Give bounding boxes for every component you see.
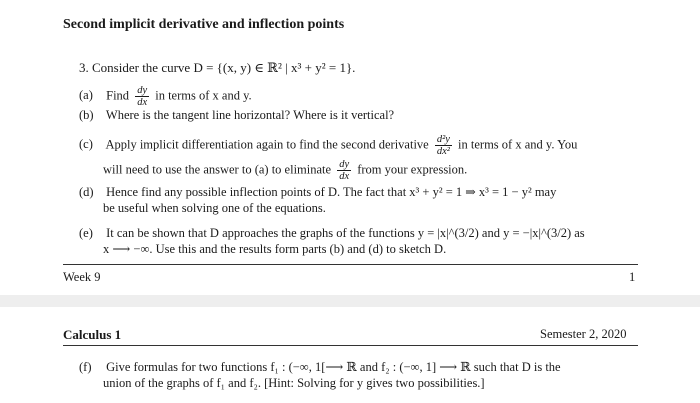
fraction-numerator: dy [137,85,148,96]
part-f-line1: Give formulas for two functions f₁ : (−∞, 1[⟶ ℝ and f₂ : (−∞, 1] ⟶ ℝ such that D is the [106,360,561,374]
footer-rule [63,264,638,265]
part-c [79,134,577,157]
page-gap [0,295,700,307]
part-f-line2: union of the graphs of f₁ and f₂. [Hint: Solving for y gives two possibilities.] [103,376,485,390]
part-c-pre: Apply implicit differentiation again to find the second derivative [105,137,429,152]
part-d [79,185,556,200]
part-a-post: in terms of x and y. [155,88,252,103]
dy-dx-fraction [135,85,149,108]
part-c-post: in terms of x and y. You [458,137,578,152]
part-b-text: Where is the tangent line horizontal? Where is it vertical? [105,108,395,122]
part-c-line2-pre: will need to use the answer to (a) to eliminate [103,162,332,177]
header-rule [63,345,638,346]
page-2 [0,307,700,403]
footer-page-number: 1 [629,270,636,284]
part-a-pre: Find [106,88,130,103]
second-derivative-fraction [435,134,452,157]
page-title: Second implicit derivative and inflection points [63,17,345,32]
part-a-label: (a) [79,88,93,103]
part-d-line2: be useful when solving one of the equations. [103,201,326,215]
part-c-label: (c) [79,137,93,152]
question-header: 3. Consider the curve D = {(x, y) ∈ ℝ² | x³ + y² = 1}. [79,60,356,75]
part-f [79,360,561,375]
part-c-line2-post: from your expression. [357,162,468,177]
fraction-numerator: d²y [436,134,450,145]
part-e-line2: x ⟶ −∞. Use this and the results form parts (b) and (d) to sketch D. [103,242,447,256]
part-b [79,108,394,123]
part-a [79,85,252,108]
fraction-denominator: dx² [436,146,450,157]
part-e-line1: It can be shown that D approaches the graphs of the functions y = |x|^(3/2) and y = −|x|^(3/2) as [106,226,585,240]
footer-week: Week 9 [63,270,101,284]
course-title: Calculus 1 [63,327,122,342]
part-f-label: (f) [79,360,92,374]
part-e [79,226,585,241]
fraction-denominator: dx [137,97,148,108]
part-e-label: (e) [79,226,93,240]
fraction-numerator: dy [339,159,350,170]
part-c-line-2 [103,159,467,182]
dy-dx-fraction-2 [337,159,351,182]
part-b-label: (b) [79,108,94,122]
semester-label: Semester 2, 2020 [540,327,627,341]
part-d-label: (d) [79,185,94,199]
fraction-denominator: dx [339,171,350,182]
part-d-line1: Hence find any possible inflection points of D. The fact that x³ + y² = 1 ⇒ x³ = 1 − y² may [106,185,557,199]
